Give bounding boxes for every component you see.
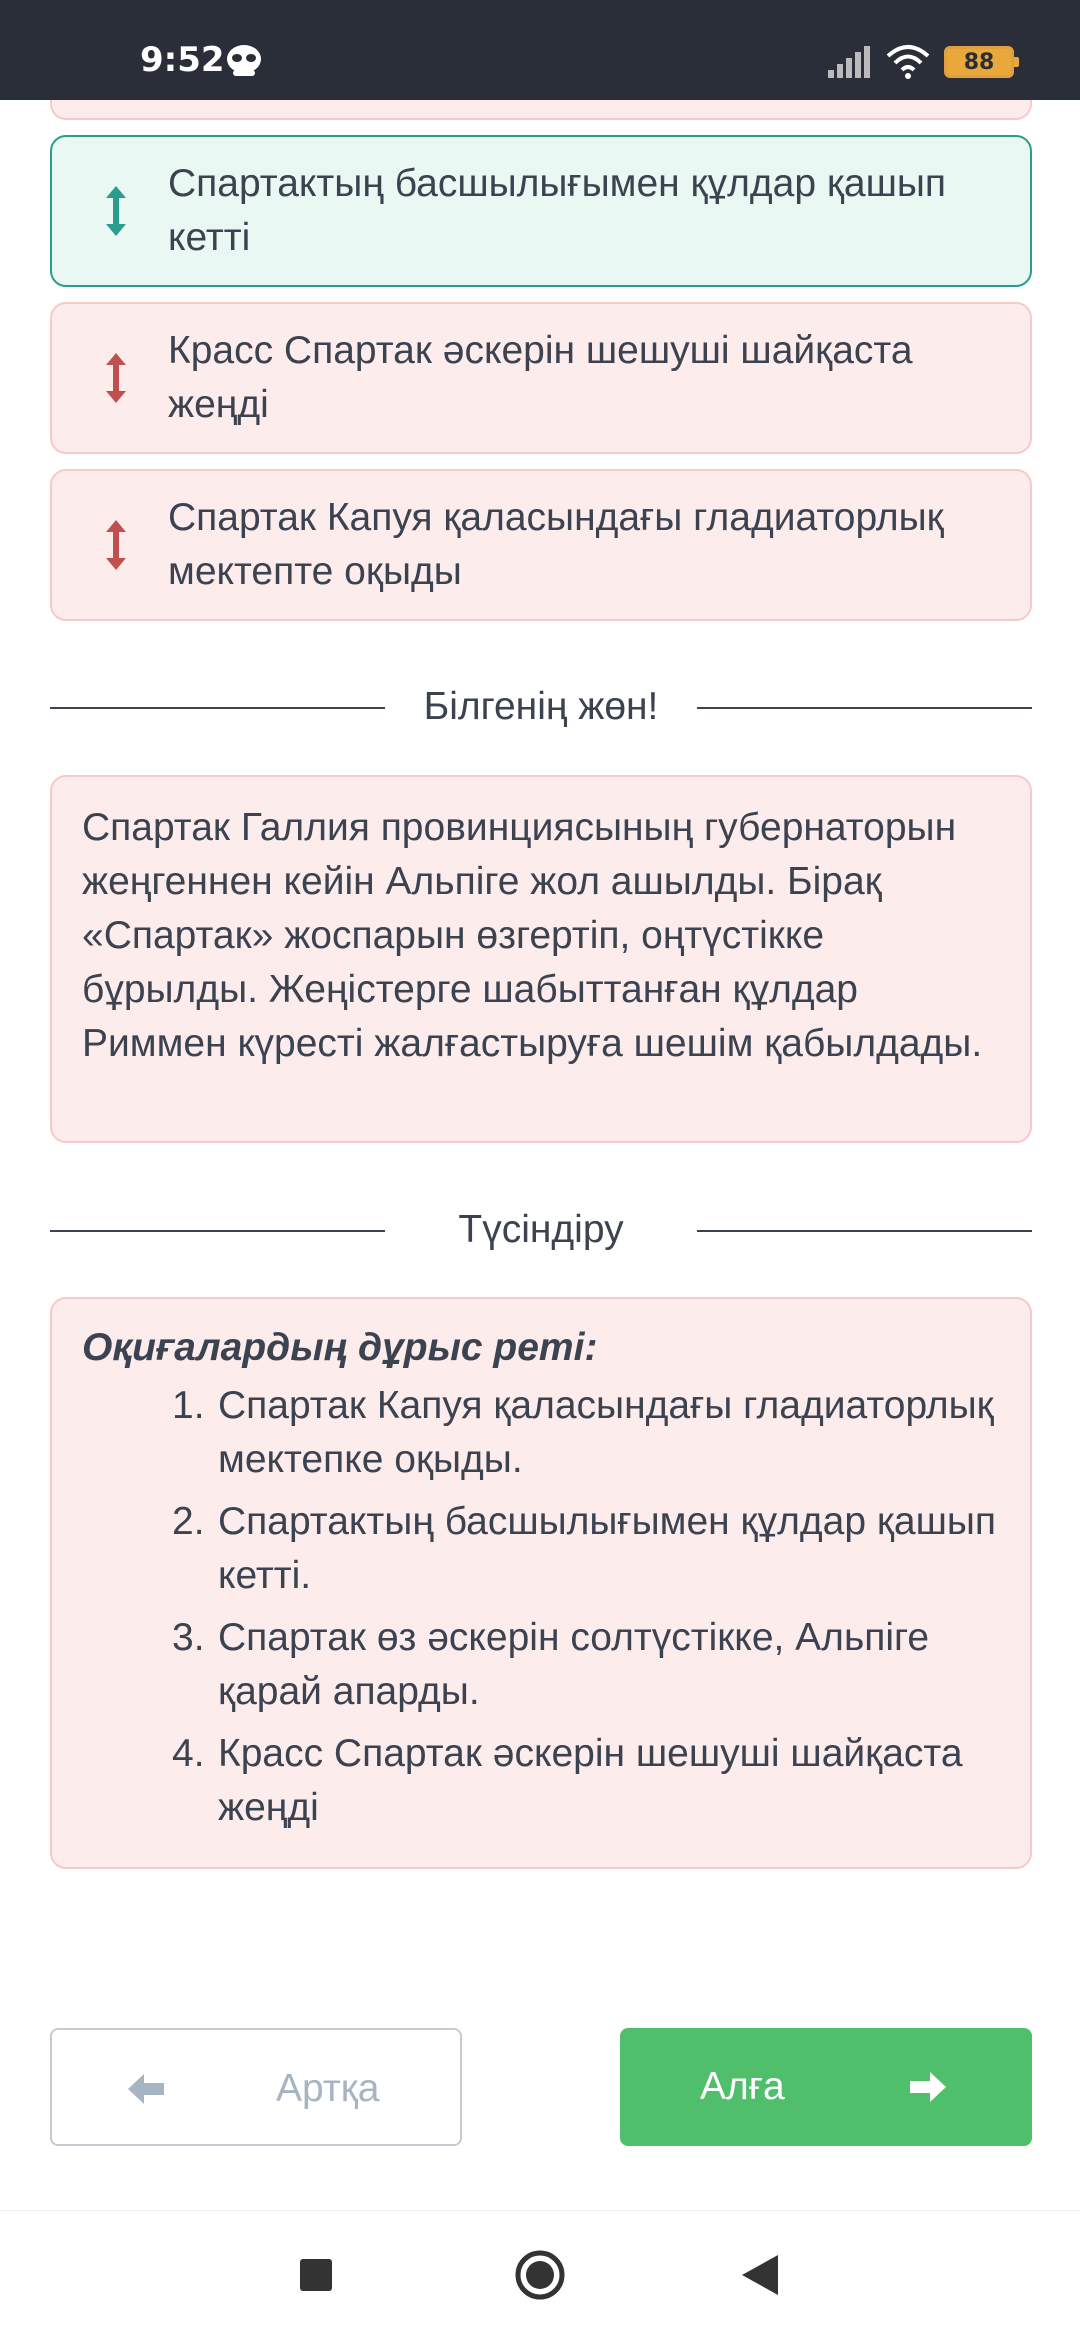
list-number: 2. [172,1500,205,1543]
list-item [172,1611,1000,1719]
list-number: 4. [172,1732,205,1775]
wifi-icon [886,44,930,80]
next-button[interactable] [620,2028,1032,2146]
order-card-text: Спартак Капуя қаласындағы гладиаторлық мектепте оқыды [168,496,944,593]
battery-level: 88 [963,50,995,75]
list-item [172,1495,1000,1603]
order-card[interactable] [50,469,1032,621]
list-number: 1. [172,1384,205,1427]
list-number: 3. [172,1616,205,1659]
list-item-text: Спартактың басшылығымен құлдар қашып кетті. [218,1500,997,1597]
circle-icon[interactable] [514,2249,566,2301]
arrow-left-icon [126,2071,166,2107]
did-you-know-box [50,775,1032,1143]
triangle-back-icon[interactable] [742,2255,778,2295]
explanation-box [50,1297,1032,1869]
back-button-label: Артқа [276,2067,380,2110]
list-item-text: Спартак Капуя қаласындағы гладиаторлық мектепке оқыды. [218,1384,994,1481]
explanation-divider [50,1203,1032,1257]
reorder-arrow-icon[interactable] [104,518,128,572]
did-you-know-text: Спартак Галлия провинциясының губернаторын жеңгеннен кейін Альпіге жол ашылды. Бірақ «Спартак» жоспарын өзгертіп, оңтүстікке бұрылды. Жеңістерге шабыттанған құлдар Риммен күресті жалғастыруға шешім қабылдады. [82,806,983,1065]
system-nav-bar [0,2210,1080,2340]
square-icon[interactable] [300,2259,332,2291]
order-card[interactable] [50,302,1032,454]
order-card[interactable] [50,135,1032,287]
back-button[interactable] [50,2028,462,2146]
order-card-text: Красс Спартак әскерін шешуші шайқаста жеңді [168,329,913,426]
next-button-label: Алға [700,2065,785,2108]
status-bar [0,0,1080,100]
status-time: 9:52 [140,40,225,80]
signal-icon [828,46,870,78]
reorder-arrow-icon[interactable] [104,184,128,238]
explanation-heading: Түсіндіру [458,1208,624,1251]
list-item [172,1727,1000,1835]
alien-icon [224,44,264,78]
list-item-text: Красс Спартак әскерін шешуші шайқаста жеңді [218,1732,963,1829]
arrow-right-icon [908,2069,948,2105]
order-card-text: Спартактың басшылығымен құлдар қашып кетті [168,162,947,259]
explanation-title: Оқиғалардың дұрыс реті: [82,1326,598,1369]
explanation-list [172,1379,1000,1843]
did-you-know-heading: Білгенің жөн! [423,685,659,728]
did-you-know-divider [50,680,1032,734]
list-item-text: Спартак өз әскерін солтүстікке, Альпіге қарай апарды. [218,1616,930,1713]
battery-icon [944,46,1014,78]
list-item [172,1379,1000,1487]
partial-order-card[interactable] [50,100,1032,120]
reorder-arrow-icon[interactable] [104,351,128,405]
